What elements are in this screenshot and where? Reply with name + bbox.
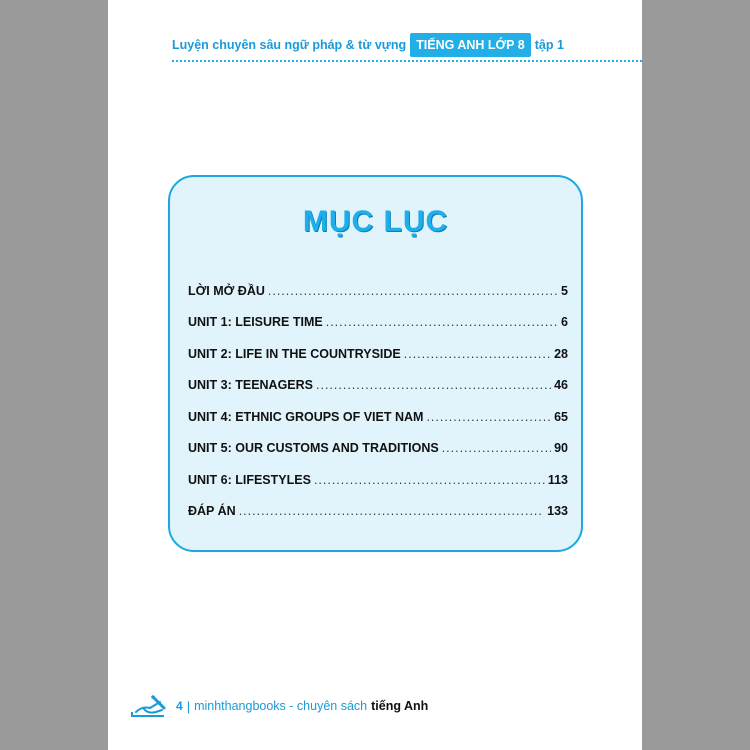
book-page	[108, 0, 642, 750]
toc-list	[188, 275, 568, 527]
toc-entry-page: 65	[554, 409, 568, 424]
toc-entry-page: 113	[547, 472, 568, 487]
running-footer	[130, 694, 428, 718]
toc-entry	[188, 370, 568, 402]
toc-leader-dots	[239, 504, 544, 518]
toc-entry-page: 5	[561, 283, 568, 298]
toc-entry-label: UNIT 4: ETHNIC GROUPS OF VIET NAM	[188, 409, 424, 424]
toc-leader-dots	[316, 378, 551, 392]
toc-entry	[188, 307, 568, 339]
toc-entry	[188, 401, 568, 433]
toc-entry-page: 133	[547, 504, 568, 519]
toc-entry-label: ĐÁP ÁN	[188, 504, 236, 519]
table-of-contents-box	[168, 175, 583, 552]
toc-entry-page: 46	[554, 378, 568, 393]
toc-entry-label: UNIT 3: TEENAGERS	[188, 378, 314, 393]
toc-entry	[188, 433, 568, 465]
toc-leader-dots	[442, 441, 551, 455]
toc-leader-dots	[268, 284, 558, 298]
toc-leader-dots	[404, 347, 551, 361]
footer-page-number: 4	[176, 699, 183, 713]
header-series-text: Luyện chuyên sâu ngữ pháp & từ vựng	[172, 38, 407, 52]
toc-entry	[188, 275, 568, 307]
toc-entry	[188, 338, 568, 370]
toc-entry	[188, 496, 568, 528]
toc-leader-dots	[314, 473, 545, 487]
toc-entry-label: UNIT 6: LIFESTYLES	[188, 472, 311, 487]
toc-entry-page: 90	[554, 441, 568, 456]
running-header	[172, 30, 564, 60]
header-grade-badge: TIẾNG ANH LỚP 8	[410, 33, 531, 57]
footer-separator: |	[186, 698, 191, 714]
footer-brand: minhthangbooks - chuyên sách	[194, 699, 368, 713]
toc-entry-page: 28	[554, 346, 568, 361]
toc-entry-label: UNIT 5: OUR CUSTOMS AND TRADITIONS	[188, 441, 439, 456]
toc-leader-dots	[426, 410, 551, 424]
toc-entry-label: UNIT 2: LIFE IN THE COUNTRYSIDE	[188, 346, 401, 361]
toc-entry	[188, 464, 568, 496]
writing-hand-icon	[130, 694, 170, 718]
header-dotted-rule	[172, 60, 642, 62]
header-volume-text: tập 1	[534, 38, 564, 52]
toc-leader-dots	[326, 315, 558, 329]
toc-entry-label: LỜI MỞ ĐẦU	[188, 283, 265, 298]
toc-title: MỤC LỤC	[302, 205, 449, 238]
toc-entry-label: UNIT 1: LEISURE TIME	[188, 315, 323, 330]
toc-entry-page: 6	[561, 315, 568, 330]
footer-tagline-end: tiếng Anh	[371, 699, 429, 713]
